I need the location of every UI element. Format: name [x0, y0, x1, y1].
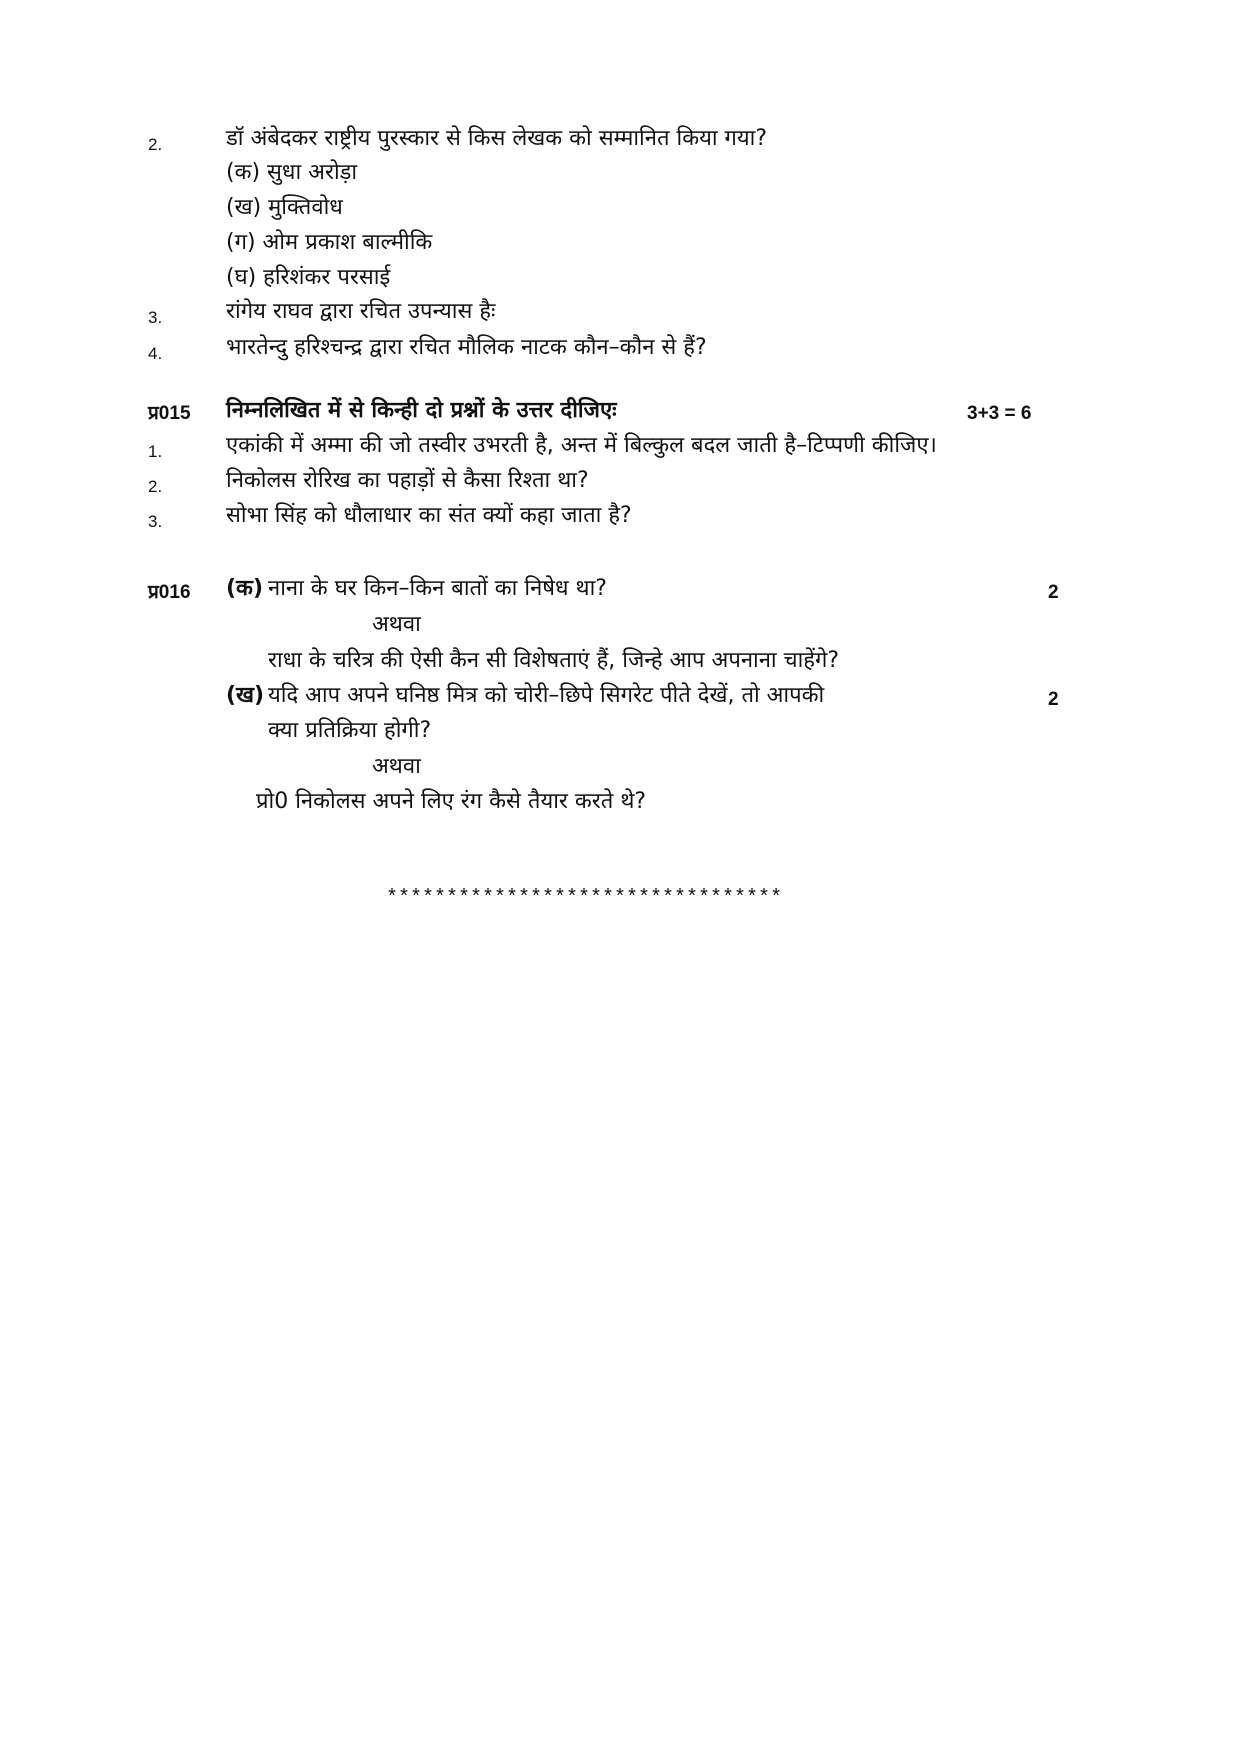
question-number: 4. — [148, 344, 163, 363]
question-text: रांगेय राघव द्वारा रचित उपन्यास हैः — [226, 299, 496, 324]
question-number: 3. — [148, 308, 163, 327]
question-label: प्र015 — [148, 403, 191, 424]
end-marker: ********************************* — [386, 887, 783, 910]
option-item: (ख) मुक्तिवोध — [226, 195, 343, 220]
marks-label: 3+3 = 6 — [967, 403, 1032, 424]
alternate-question: राधा के चरित्र की ऐसी कैन सी विशेषताएं हैं, जिन्हे आप अपनाना चाहेंगे? — [268, 648, 840, 673]
question-text: निकोलस रोरिख का पहाड़ों से कैसा रिश्ता था? — [226, 468, 589, 493]
question-text: सोभा सिंह को धौलाधार का संत क्यों कहा जाता है? — [226, 503, 632, 528]
option-item: (क) सुधा अरोड़ा — [226, 160, 358, 185]
part-marker: (क) — [226, 576, 264, 601]
question-heading: निम्नलिखित में से किन्ही दो प्रश्नों के उत्तर दीजिएः — [226, 398, 617, 423]
question-text: एकांकी में अम्मा की जो तस्वीर उभरती है, अन्त में बिल्कुल बदल जाती है–टिप्पणी कीजिए। — [226, 433, 937, 458]
question-text-continued: क्या प्रतिक्रिया होगी? — [268, 718, 432, 743]
or-label: अथवा — [372, 754, 421, 779]
alternate-question: प्रो0 निकोलस अपने लिए रंग कैसे तैयार करते थे? — [256, 789, 647, 814]
question-text: यदि आप अपने घनिष्ठ मित्र को चोरी–छिपे सिगरेट पीते देखें, तो आपकी — [268, 683, 825, 708]
question-text: भारतेन्दु हरिश्चन्द्र द्वारा रचित मौलिक नाटक कौन–कौन से हैं? — [226, 335, 707, 360]
option-item: (घ) हरिशंकर परसाई — [226, 265, 391, 290]
or-label: अथवा — [372, 612, 421, 637]
question-number: 3. — [148, 512, 163, 531]
part-marker: (ख) — [226, 683, 265, 708]
question-number: 2. — [148, 477, 163, 496]
marks-label: 2 — [1048, 689, 1059, 710]
marks-label: 2 — [1048, 582, 1059, 603]
question-number: 1. — [148, 442, 163, 461]
question-label: प्र016 — [148, 582, 191, 603]
option-item: (ग) ओम प्रकाश बाल्मीकि — [226, 230, 433, 255]
question-text: नाना के घर किन–किन बातों का निषेध था? — [268, 576, 607, 601]
question-number: 2. — [148, 135, 163, 154]
question-text: डॉ अंबेदकर राष्ट्रीय पुरस्कार से किस लेखक को सम्मानित किया गया? — [226, 126, 768, 151]
